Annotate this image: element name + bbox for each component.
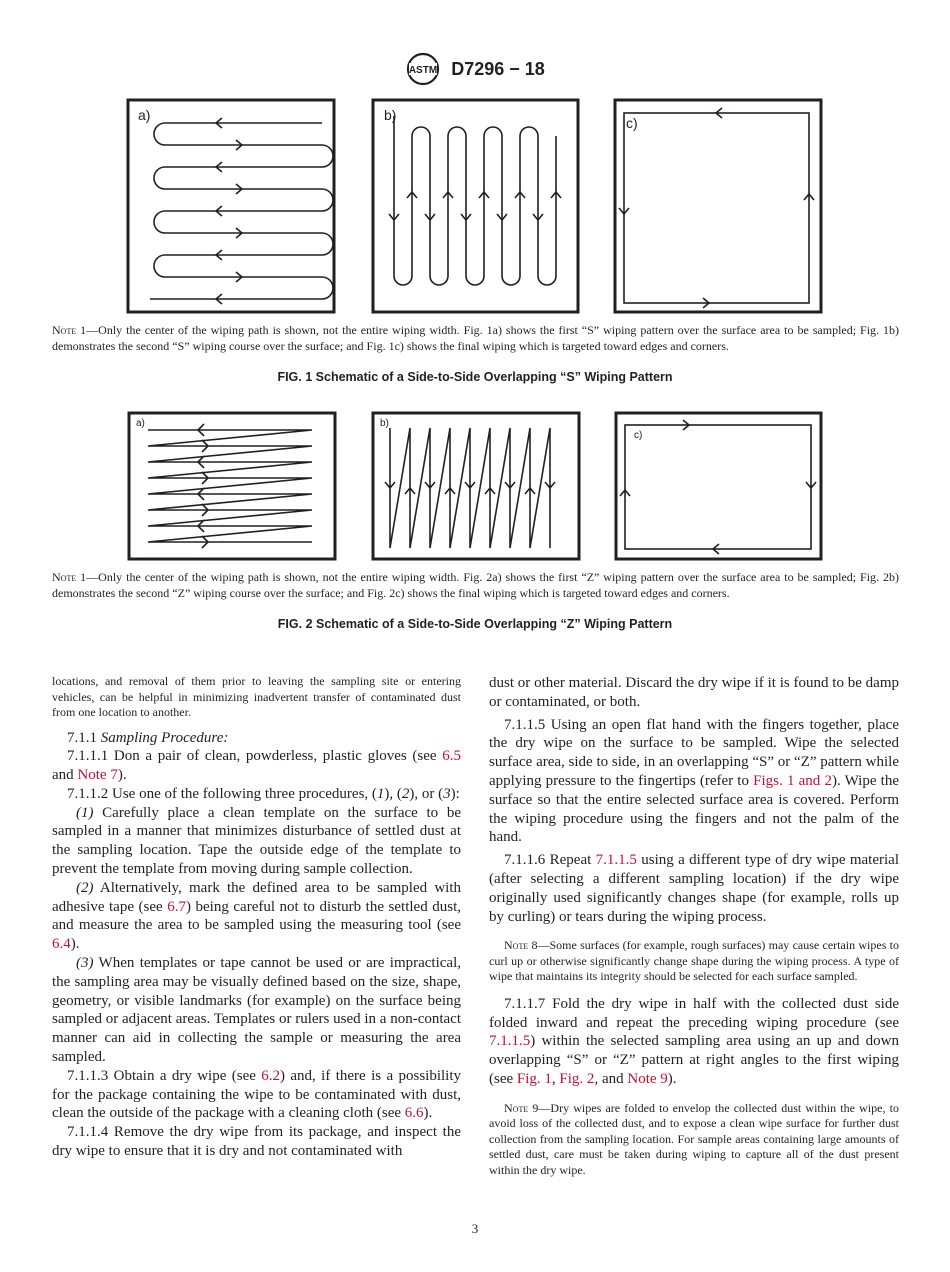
link-6-6[interactable]: 6.6: [404, 1105, 424, 1122]
link-7-1-1-5-b[interactable]: 7.1.1.5: [489, 1033, 531, 1050]
link-note-7[interactable]: Note 7: [77, 767, 118, 784]
note-9: Note 9—Dry wipes are folded to envelop the collected dust within the wipe, to avoid loss of the collected dust, and to expose a clean wipe surface for further dust collection from the sampling location. For sample areas containing large amounts of settled dust, care must be taken during wiping to capture all of the dust present within the dry wipe.: [489, 1100, 899, 1177]
link-6-7[interactable]: 6.7: [167, 898, 186, 915]
fig2-label-b: b): [380, 418, 389, 429]
procedure-1: (1) Carefully place a clean template on the surface to be sampled in a manner that minimizes disturbance of settled dust at the sampling location. Tape the outside edge of the template to prevent the template from moving during sample collection.: [52, 804, 461, 878]
link-6-2[interactable]: 6.2: [261, 1067, 281, 1084]
fig2-label-a: a): [136, 418, 145, 429]
fig1-label-a: a): [138, 107, 151, 123]
figure-2-note: Note 1—Only the center of the wiping path is shown, not the entire wiping width. Fig. 2a) shows the first “Z” wiping pattern over the surface area to be sampled; Fig. 2b) demonstrates the second “Z” wiping course over the surface; and Fig. 2c) shows the final wiping which is targeted toward edges and corners.: [52, 570, 899, 600]
fig2-label-c: c): [634, 430, 643, 441]
figure-1-note: Note 1—Only the center of the wiping path is shown, not the entire wiping width. Fig. 1a) shows the first “S” wiping pattern over the surface area to be sampled; Fig. 1b) demonstrates the second “S” wiping course over the surface; and Fig. 1c) shows the final wiping which is targeted toward edges and corners.: [52, 323, 899, 353]
page-header: [0, 52, 950, 86]
section-7-1-1-1: 7.1.1.1 Don a pair of clean, powderless, plastic gloves (see 6.5 and Note 7).: [52, 748, 461, 784]
paragraph-continuation: locations, and removal of them prior to leaving the sampling site or entering vehicles, can be helpful in minimizing inadvertent transfer of contaminated dust from one location to another.: [52, 674, 461, 719]
link-figs-1-and-2[interactable]: Figs. 1 and 2: [753, 772, 832, 789]
link-note-9[interactable]: Note 9: [627, 1071, 668, 1088]
paragraph-continuation-right: dust or other material. Discard the dry wipe if it is found to be damp or contaminated, or both.: [489, 675, 899, 710]
link-7-1-1-5[interactable]: 7.1.1.5: [595, 852, 637, 869]
figure-1: [0, 96, 950, 318]
procedure-2: (2) Alternatively, mark the defined area to be sampled with adhesive tape (see 6.7) being careful not to disturb the settled dust, and measure the area to be sampled using the measuring tool (see 6.4).: [52, 879, 461, 953]
section-7-1-1-5: 7.1.1.5 Using an open flat hand with the fingers together, place the dry wipe on the surface to be sampled. Wipe the selected surface area, side to side, in an overlapping “S” or “Z” pattern while applying pressure to the fingertips (refer to Figs. 1 and 2). Wipe the surface so that the entire selected surface area is covered. Perform the wiping procedure using the fingers and not the palm of the hand.: [489, 716, 900, 846]
fig1-panel-a: [128, 100, 334, 312]
fig1-label-c: c): [626, 115, 638, 131]
right-column: [489, 674, 899, 1186]
figure-2: [0, 408, 950, 564]
svg-text:ASTM: ASTM: [409, 65, 438, 76]
fig2-panel-a: [129, 413, 335, 559]
link-fig-1[interactable]: Fig. 1: [516, 1071, 552, 1088]
fig2-panel-c: [616, 413, 821, 559]
page-number: 3: [471, 1221, 479, 1236]
left-column: [52, 674, 461, 1161]
fig1-panel-b: [373, 100, 578, 312]
section-7-1-1: 7.1.1 Sampling Procedure:: [67, 729, 229, 746]
section-7-1-1-7: 7.1.1.7 Fold the dry wipe in half with the collected dust side folded inward and repeat the preceding wiping procedure (see 7.1.1.5) within the selected sampling area using an up and down overlapping “S” or “Z” pattern at right angles to the first wiping (see Fig. 1, Fig. 2, and Note 9).: [489, 995, 899, 1088]
link-6-5[interactable]: 6.5: [442, 748, 461, 765]
fig1-panel-c: [615, 100, 821, 312]
section-7-1-1-4: 7.1.1.4 Remove the dry wipe from its package, and inspect the dry wipe to ensure that it is dry and not contaminated with: [52, 1124, 461, 1160]
fig1-label-b: b): [384, 107, 397, 123]
link-6-4[interactable]: 6.4: [52, 936, 71, 953]
standard-designation: D7296 − 18: [451, 58, 545, 79]
astm-logo: [405, 52, 441, 86]
link-fig-2[interactable]: Fig. 2: [559, 1071, 595, 1088]
section-7-1-1-3: 7.1.1.3 Obtain a dry wipe (see 6.2) and, if there is a possibility for the package containing the wipe to be contaminated with dust, clean the outside of the package with a cleaning cloth (see 6.6).: [52, 1067, 461, 1122]
note-8: Note 8—Some surfaces (for example, rough surfaces) may cause certain wipes to curl up or otherwise significantly change shape during the wiping process. A type of wipe that maintains its integrity should be selected for each surface sampled.: [489, 938, 899, 984]
procedure-3: (3) When templates or tape cannot be used or are impractical, the sampling area may be visually defined based on the size, shape, geometry, or visible landmarks (for example) on the surface being sampled or adjacent areas. Templates or rulers used in a non-contact manner can aid in collecting the sample or measuring the area sampled.: [52, 955, 461, 1066]
figure-2-caption: FIG. 2 Schematic of a Side-to-Side Overlapping “Z” Wiping Pattern: [277, 617, 673, 631]
section-7-1-1-2: 7.1.1.2 Use one of the following three procedures, (1), (2), or (3):: [67, 785, 460, 802]
section-7-1-1-6: 7.1.1.6 Repeat 7.1.1.5 using a different type of dry wipe material (after selecting a different sampling location) if the dry wipe originally used significantly changes shape (for example, rolls up by curling) or tears during the wiping process.: [489, 852, 899, 925]
figure-1-caption: FIG. 1 Schematic of a Side-to-Side Overlapping “S” Wiping Pattern: [277, 370, 673, 384]
fig2-panel-b: [373, 413, 579, 559]
